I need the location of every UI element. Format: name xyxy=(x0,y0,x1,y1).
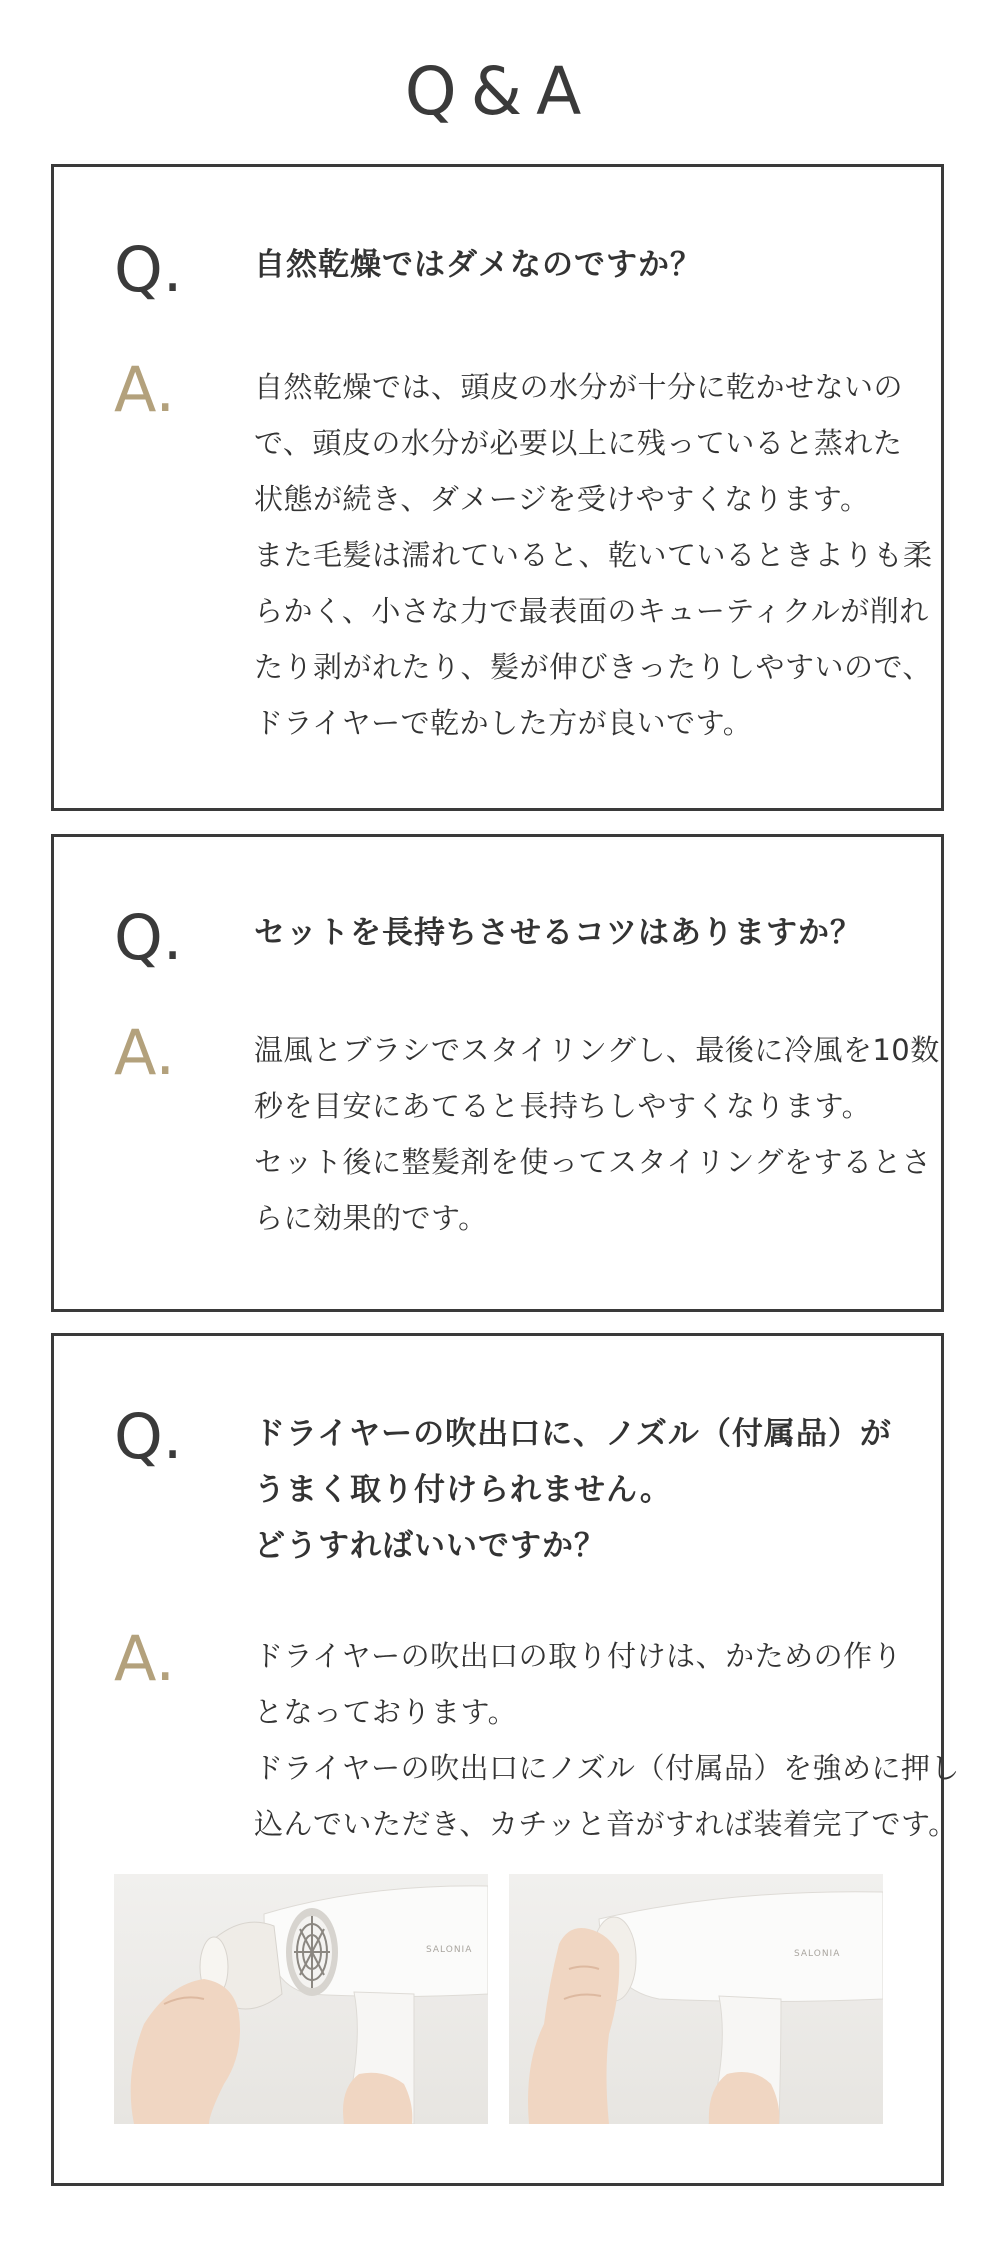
nozzle-attach-photo xyxy=(114,1874,488,2124)
answer-text xyxy=(254,1022,940,1246)
qa-item-2 xyxy=(51,834,944,1312)
answer-line: ドライヤーで乾かした方が良いです。 xyxy=(254,706,753,740)
answer-text xyxy=(254,359,933,751)
answer-line: たり剥がれたり、髪が伸びきったりしやすいので、 xyxy=(254,650,932,684)
question-line: 自然乾燥ではダメなのですか？ xyxy=(254,247,702,283)
answer-line: 込んでいただき、カチッと音がすれば装着完了です。 xyxy=(254,1807,958,1841)
question-line: ドライヤーの吹出口に、ノズル（付属品）が xyxy=(254,1416,892,1452)
dryer-brand-label: SALONIA xyxy=(426,1945,473,1955)
answer-line: セット後に整髪剤を使ってスタイリングをするとさ xyxy=(254,1145,932,1179)
answer-line: ドライヤーの吹出口の取り付けは、かための作り xyxy=(254,1639,903,1673)
dryer-nozzle-illustration xyxy=(114,1874,488,2124)
question-row xyxy=(114,901,881,974)
dryer-press-illustration xyxy=(509,1874,883,2124)
qa-item-1 xyxy=(51,164,944,811)
answer-row xyxy=(114,353,933,751)
a-mark: A. xyxy=(114,1016,176,1089)
answer-line: 温風とブラシでスタイリングし、最後に冷風を10数 xyxy=(254,1033,940,1067)
answer-line: 自然乾燥では、頭皮の水分が十分に乾かせないの xyxy=(254,370,904,404)
answer-row xyxy=(114,1622,960,1852)
question-line: セットを長持ちさせるコツはありますか？ xyxy=(254,915,862,951)
q-mark: Q. xyxy=(114,1400,183,1473)
question-row xyxy=(114,1400,892,1574)
question-text xyxy=(254,905,881,961)
q-mark: Q. xyxy=(114,233,183,306)
answer-line: で、頭皮の水分が必要以上に残っていると蒸れた xyxy=(254,426,903,460)
question-row xyxy=(114,233,881,306)
question-line: どうすればいいですか？ xyxy=(254,1528,606,1564)
question-line: うまく取り付けられません。 xyxy=(254,1472,672,1508)
answer-line: らかく、小さな力で最表面のキューティクルが削れ xyxy=(254,594,929,628)
answer-line: また毛髪は濡れていると、乾いているときよりも柔 xyxy=(254,538,933,572)
answer-line: ドライヤーの吹出口にノズル（付属品）を強めに押し xyxy=(254,1751,960,1785)
dryer-brand-label: SALONIA xyxy=(794,1949,841,1959)
question-text xyxy=(254,1406,892,1574)
page-title: Q&A xyxy=(404,53,596,130)
qa-item-3 xyxy=(51,1333,960,2186)
q-mark: Q. xyxy=(114,901,183,974)
a-mark: A. xyxy=(114,353,176,426)
answer-line: らに効果的です。 xyxy=(254,1201,488,1235)
a-mark: A. xyxy=(114,1622,176,1695)
answer-line: 秒を目安にあてると長持ちしやすくなります。 xyxy=(254,1089,872,1123)
nozzle-press-photo xyxy=(509,1874,883,2124)
answer-line: となっております。 xyxy=(254,1695,518,1729)
answer-text xyxy=(254,1628,960,1852)
answer-row xyxy=(114,1016,940,1246)
answer-line: 状態が続き、ダメージを受けやすくなります。 xyxy=(254,482,870,516)
question-text xyxy=(254,237,881,293)
